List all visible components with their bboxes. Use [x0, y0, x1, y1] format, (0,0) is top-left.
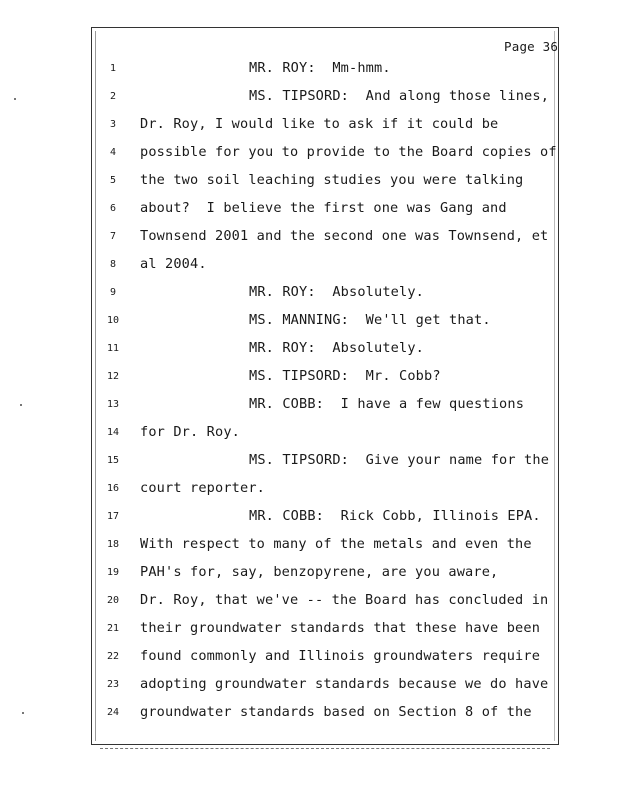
line-text: MR. ROY: Mm-hmm. [249, 60, 391, 76]
line-text: Townsend 2001 and the second one was Townsend, et [140, 228, 549, 244]
line-number: 9 [109, 287, 117, 298]
transcript-line [0, 478, 618, 506]
transcript-line [0, 618, 618, 646]
transcript-line [0, 310, 618, 338]
transcript-line [0, 422, 618, 450]
line-text: adopting groundwater standards because we do have [140, 676, 549, 692]
line-number: 8 [109, 259, 117, 270]
transcript-line [0, 590, 618, 618]
line-number: 3 [109, 119, 117, 130]
transcript-line [0, 142, 618, 170]
line-number: 20 [106, 595, 120, 606]
line-number: 14 [106, 427, 120, 438]
line-text: Dr. Roy, that we've -- the Board has concluded in [140, 592, 549, 608]
line-number: 21 [106, 623, 120, 634]
line-number: 17 [106, 511, 120, 522]
transcript-line [0, 506, 618, 534]
transcript-line [0, 674, 618, 702]
line-text: MS. TIPSORD: And along those lines, [249, 88, 550, 104]
line-text: MS. TIPSORD: Mr. Cobb? [249, 368, 441, 384]
line-text: MS. MANNING: We'll get that. [249, 312, 491, 328]
transcript-line [0, 534, 618, 562]
margin-speck [14, 98, 16, 100]
transcript-line [0, 282, 618, 310]
line-number: 23 [106, 679, 120, 690]
line-text: MR. COBB: Rick Cobb, Illinois EPA. [249, 508, 541, 524]
line-text: the two soil leaching studies you were talking [140, 172, 524, 188]
transcript-line [0, 366, 618, 394]
line-text: Dr. Roy, I would like to ask if it could be [140, 116, 499, 132]
transcript-line [0, 562, 618, 590]
line-text: about? I believe the first one was Gang and [140, 200, 507, 216]
transcript-line [0, 646, 618, 674]
line-text: found commonly and Illinois groundwaters require [140, 648, 541, 664]
line-number: 1 [109, 63, 117, 74]
margin-speck [22, 712, 24, 714]
transcript-line [0, 86, 618, 114]
transcript-line [0, 170, 618, 198]
transcript-line [0, 254, 618, 282]
line-number: 24 [106, 707, 120, 718]
line-text: for Dr. Roy. [140, 424, 241, 440]
line-text: al 2004. [140, 256, 207, 272]
line-text: PAH's for, say, benzopyrene, are you aware, [140, 564, 499, 580]
line-number: 15 [106, 455, 120, 466]
line-text: MR. ROY: Absolutely. [249, 340, 425, 356]
line-number: 16 [106, 483, 120, 494]
transcript-line [0, 450, 618, 478]
margin-speck [20, 404, 22, 406]
line-number: 4 [109, 147, 117, 158]
transcript-line [0, 226, 618, 254]
line-number: 10 [106, 315, 120, 326]
line-number: 2 [109, 91, 117, 102]
line-text: MR. COBB: I have a few questions [249, 396, 525, 412]
line-number: 11 [106, 343, 120, 354]
transcript-line [0, 702, 618, 730]
transcript-line [0, 114, 618, 142]
line-text: MR. ROY: Absolutely. [249, 284, 425, 300]
transcript-line [0, 394, 618, 422]
line-text: With respect to many of the metals and even the [140, 536, 532, 552]
transcript-line [0, 198, 618, 226]
line-text: groundwater standards based on Section 8 of the [140, 704, 532, 720]
line-text: MS. TIPSORD: Give your name for the [249, 452, 550, 468]
line-text: possible for you to provide to the Board copies of [140, 144, 557, 160]
line-number: 19 [106, 567, 120, 578]
line-number: 22 [106, 651, 120, 662]
line-number: 5 [109, 175, 117, 186]
transcript-line [0, 338, 618, 366]
line-number: 18 [106, 539, 120, 550]
line-number: 7 [109, 231, 117, 242]
line-text: court reporter. [140, 480, 266, 496]
line-number: 13 [106, 399, 120, 410]
page-number: Page 36 [504, 39, 559, 54]
line-number: 12 [106, 371, 120, 382]
line-number: 6 [109, 203, 117, 214]
line-text: their groundwater standards that these have been [140, 620, 541, 636]
transcript-line [0, 58, 618, 86]
